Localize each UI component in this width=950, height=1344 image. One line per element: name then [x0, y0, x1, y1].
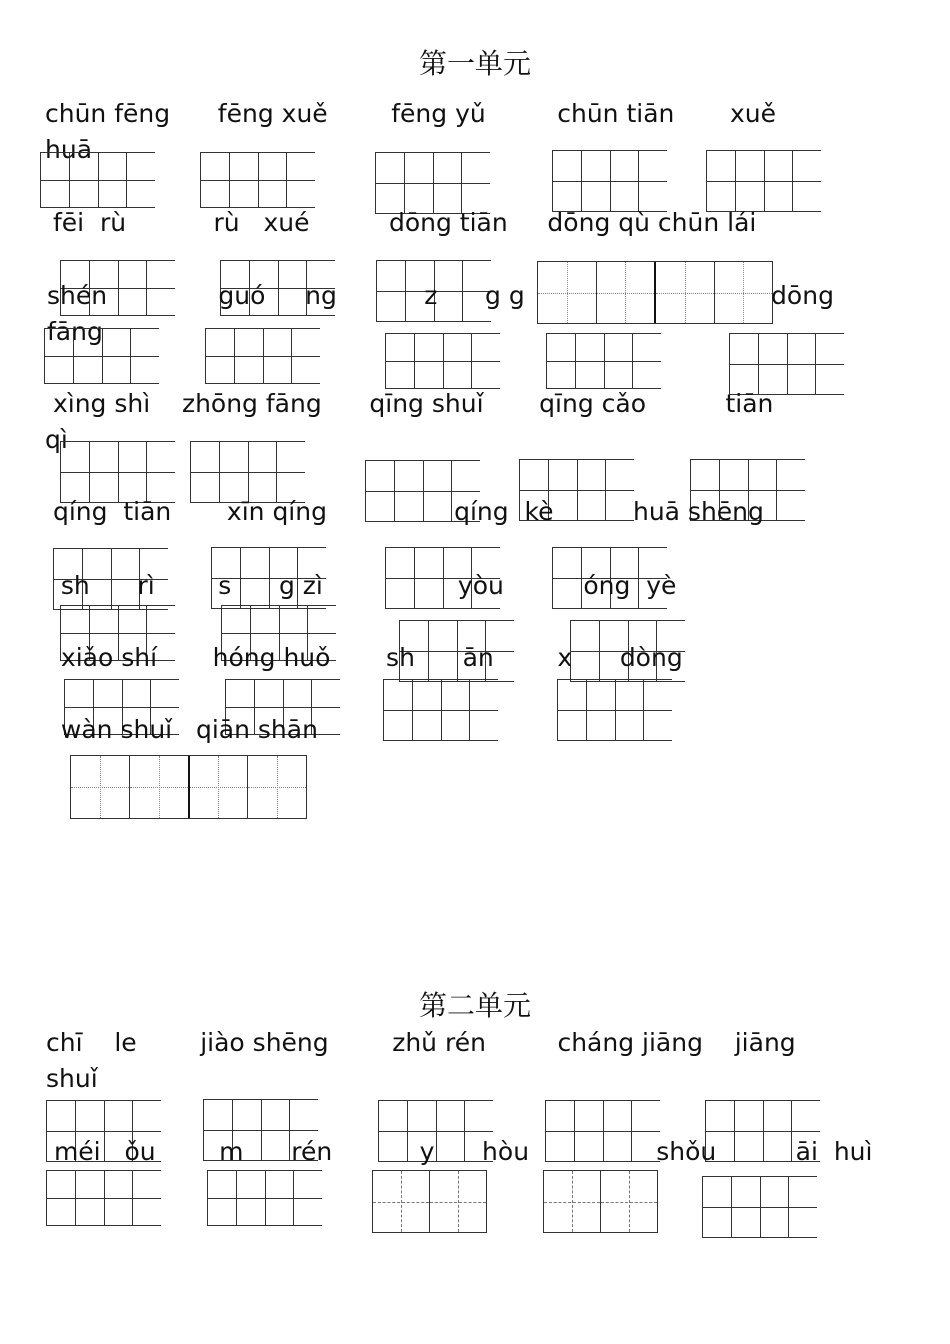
pinyin-line: sh rì s g zì yòu óng yè: [45, 571, 677, 600]
pinyin-line: shuǐ: [46, 1064, 98, 1093]
pinyin-line: chūn fēng fēng xuě fēng yǔ chūn tiān xuě: [45, 99, 777, 128]
tianzige-grid[interactable]: [372, 1170, 487, 1233]
pinyin-line: qì: [45, 425, 68, 454]
writing-grid[interactable]: [200, 152, 315, 208]
writing-grid[interactable]: [60, 441, 175, 503]
writing-grid[interactable]: [546, 333, 661, 389]
writing-grid[interactable]: [375, 152, 490, 214]
writing-grid[interactable]: [729, 333, 844, 395]
writing-grid[interactable]: [702, 1176, 817, 1238]
writing-grid[interactable]: [552, 150, 667, 212]
writing-grid[interactable]: [385, 333, 500, 389]
pinyin-line: méi ǒu m rén y hòu shǒu āi huì: [46, 1137, 873, 1166]
writing-grid[interactable]: [205, 328, 320, 384]
writing-grid[interactable]: [557, 679, 672, 741]
writing-grid[interactable]: [207, 1170, 322, 1226]
writing-grid[interactable]: [706, 150, 821, 212]
pinyin-line: chī le jiào shēng zhǔ rén cháng jiāng jiāng: [46, 1028, 796, 1057]
writing-grid[interactable]: [40, 152, 155, 208]
writing-grid[interactable]: [46, 1170, 161, 1226]
pinyin-line: fāng: [47, 317, 103, 346]
pinyin-line: shén guó ng z g g dōng: [47, 281, 834, 310]
unit-2-title: 第二单元: [418, 989, 531, 1022]
tianzige-grid[interactable]: [543, 1170, 658, 1233]
writing-grid[interactable]: [383, 679, 498, 741]
pinyin-line: xiǎo shí hóng huǒ sh ān x dòng: [45, 643, 683, 672]
pinyin-line: wàn shuǐ qiān shān: [45, 715, 318, 744]
pinyin-line: qíng tiān xīn qíng qíng kè huā shēng: [45, 497, 764, 526]
pinyin-line: huā: [45, 135, 93, 164]
writing-grid[interactable]: [44, 328, 159, 384]
pinyin-line: xìng shì zhōng fāng qīng shuǐ qīng cǎo tiān: [45, 389, 774, 418]
writing-grid[interactable]: [190, 441, 305, 503]
tianzige-grid[interactable]: [70, 755, 307, 819]
unit-1-title: 第一单元: [418, 47, 531, 80]
pinyin-line: fēi rù rù xué dōng tiān dōng qù chūn lái: [45, 208, 757, 237]
